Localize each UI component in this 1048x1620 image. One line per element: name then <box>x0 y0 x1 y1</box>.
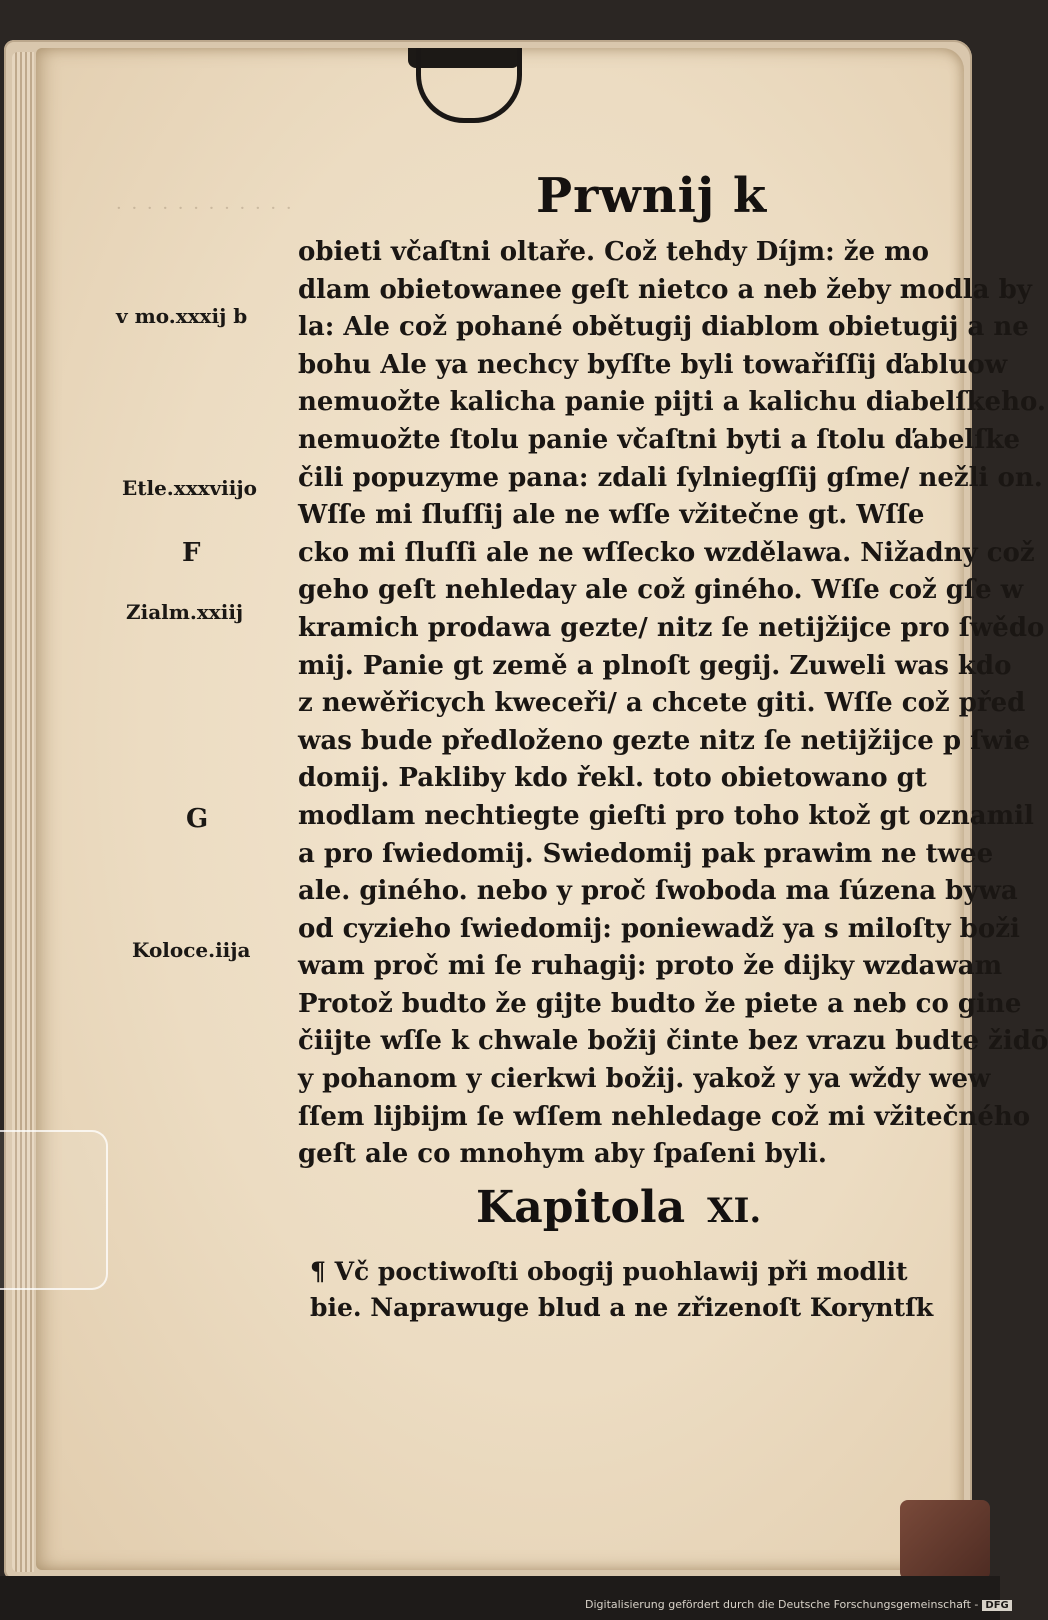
text-line: bohu Ale ya nechcy byſſte byli towařiſſij ďabluow <box>298 349 1008 380</box>
margin-note-ref: Etle.xxxviijo <box>122 476 257 500</box>
body-text <box>298 234 1048 1174</box>
summary-line: bie. Naprawuge blud a ne zřizenoſt Koryntſk <box>310 1293 934 1322</box>
text-line: dlam obietowanee geſt nietco a neb žeby modla by <box>298 274 1032 305</box>
text-line: geſt ale co mnohym aby ſpaſeni byli. <box>298 1139 827 1170</box>
text-line: ſſem lijbijm ſe wſſem nehledage což mi vžitečného <box>298 1101 1031 1132</box>
chapter-title: Kapitola <box>476 1182 686 1233</box>
margin-note-ref: G <box>186 804 209 834</box>
margin-note-ref: F <box>182 538 201 568</box>
chapter-summary <box>310 1254 960 1326</box>
text-line: domij. Pakliby kdo řekl. toto obietowano gt <box>298 763 927 794</box>
leather-cover <box>900 1500 990 1580</box>
text-line: geho geſt nehleday ale což giného. Wſſe což gſe w <box>298 575 1024 606</box>
text-line: cko mi ſluſſi ale ne wſſecko wzdělawa. Nižadny což <box>298 537 1035 568</box>
text-line: od cyzieho ſwiedomij: poniewadž ya s miloſty boži <box>298 913 1020 944</box>
text-line: Protož budto že gijte budto že piete a neb co gine <box>298 988 1022 1019</box>
margin-note-ref: Koloce.iija <box>132 938 251 962</box>
running-head: Prwnij k <box>536 168 768 224</box>
dfg-logo: DFG <box>982 1600 1011 1611</box>
book-page <box>36 48 1048 1570</box>
text-line: a pro ſwiedomij. Swiedomij pak prawim ne twee <box>298 838 994 869</box>
text-line: modlam nechtiegte gieſti pro toho ktož gt oznamil <box>298 800 1034 831</box>
margin-note-ref: Zialm.xxiij <box>126 600 244 624</box>
footer-credit-text: Digitalisierung gefördert durch die Deutsche Forschungsgemeinschaft - <box>585 1598 979 1611</box>
text-line: was bude předloženo gezte nitz ſe netijžijce p ſwie <box>298 725 1031 756</box>
text-line: čili popuzyme pana: zdali ſylniegſſij gſme/ nežli on. <box>298 462 1043 493</box>
page-edges <box>12 52 34 1572</box>
footer-credit <box>585 1598 1012 1611</box>
chapter-heading <box>476 1182 761 1233</box>
chapter-number: XI. <box>707 1191 762 1231</box>
page-clip <box>416 48 522 123</box>
text-line: obieti včaſtni oltaře. Což tehdy Díjm: že mo <box>298 237 929 267</box>
text-line: Wſſe mi ſluſſij ale ne wſſe vžitečne gt. Wſſe <box>298 500 925 531</box>
text-line: ale. giného. nebo y proč ſwoboda ma ſúzena bywa <box>298 876 1018 907</box>
text-line: wam proč mi ſe ruhagij: proto že dijky wzdawam <box>298 951 1003 982</box>
page-band <box>0 1130 108 1290</box>
text-line: z newěřicych kweceři/ a chcete giti. Wſſe což před <box>298 688 1026 719</box>
margin-note-ref: v mo.xxxij b <box>116 304 248 328</box>
text-line: nemuožte kalicha panie pijti a kalichu diabelſkeho. <box>298 387 1046 418</box>
text-line: mij. Panie gt země a plnoſt gegij. Zuweli was kdo <box>298 650 1012 681</box>
text-line: la: Ale což pohané obětugij diablom obietugij a ne <box>298 312 1029 343</box>
text-line: kramich prodawa gezte/ nitz ſe netijžijce pro ſwědo <box>298 612 1045 643</box>
text-line: čiijte wſſe k chwale božij činte bez vrazu budte židō <box>298 1026 1048 1057</box>
text-line: nemuožte ſtolu panie včaſtni byti a ſtolu ďabelſke <box>298 424 1021 455</box>
text-line: y pohanom y cierkwi božij. yakož y ya wždy wew <box>298 1064 991 1095</box>
summary-line: ¶ Vč poctiwoſti obogij puohlawij při modlit <box>310 1257 908 1286</box>
bleed-through: · · · · · · · · · · · · <box>116 198 294 219</box>
